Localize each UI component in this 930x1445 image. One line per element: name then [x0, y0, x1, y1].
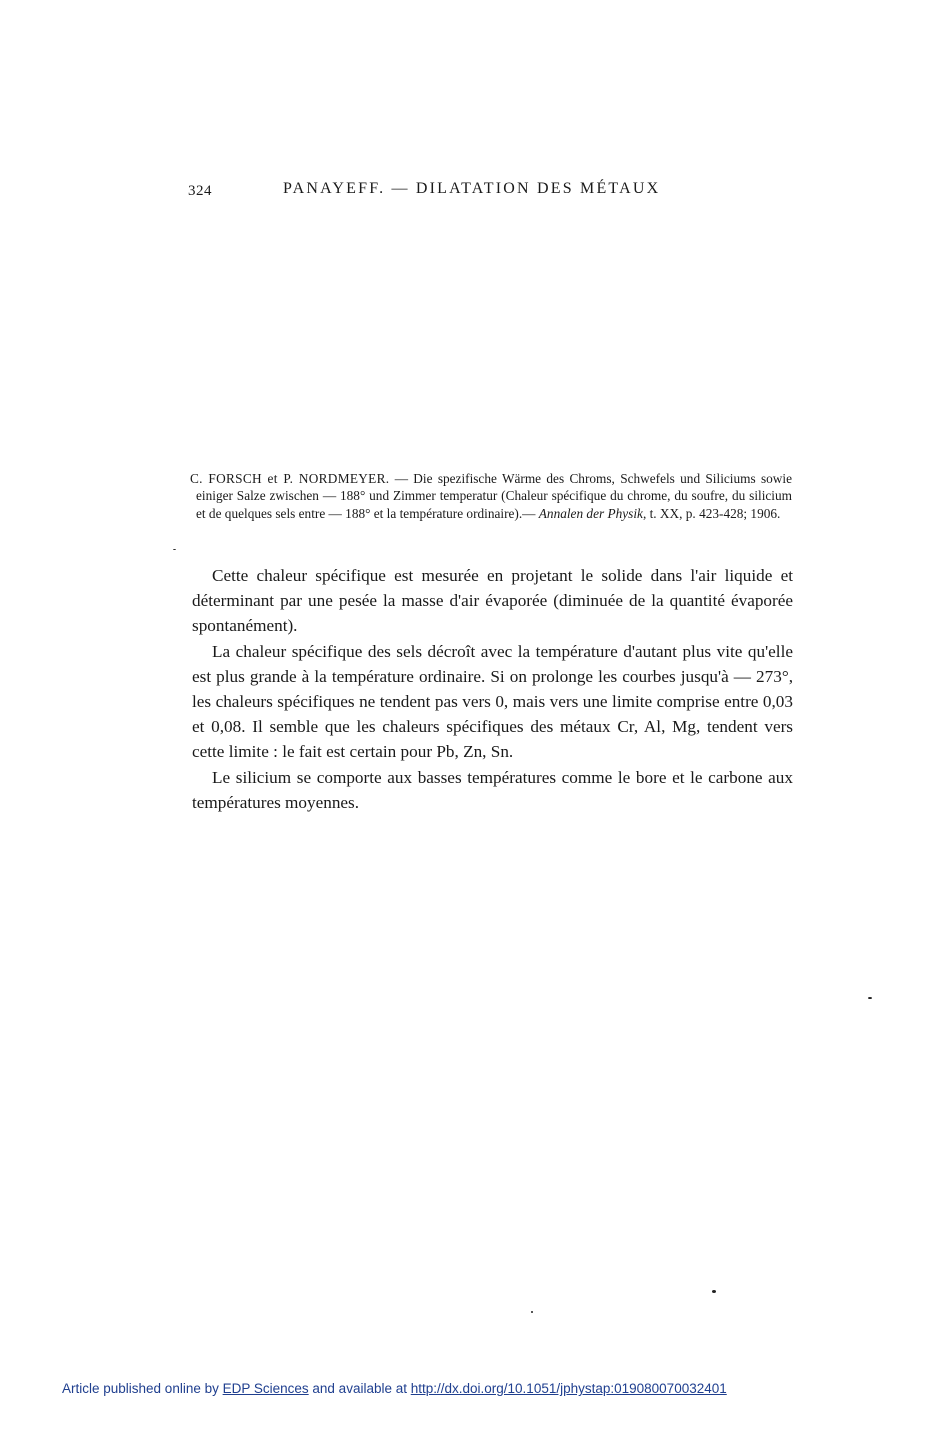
- scan-speck: [868, 997, 872, 999]
- publisher-link[interactable]: EDP Sciences: [222, 1381, 309, 1396]
- paragraph: Cette chaleur spécifique est mesurée en projetant le solide dans l'air liquide et déterminant par une pesée la masse d'air évaporée (diminuée de la quantité évaporée spontanément).: [192, 566, 793, 636]
- doi-link[interactable]: http://dx.doi.org/10.1051/jphystap:019080070032401: [410, 1381, 727, 1396]
- scan-speck: [531, 1311, 533, 1313]
- reference-citation: , t. XX, p. 423-428; 1906.: [642, 505, 781, 521]
- footer-note: [62, 1381, 727, 1396]
- reference-authors: C. FORSCH et P. NORDMEYER.: [190, 471, 390, 486]
- reference-title: — Die spezifische Wärme des Chroms, Schwefels und Siliciums sowie einiger Salze zwischen — 188° und Zimmer temperatur (Chaleur spécifique du chrome, du soufre, du silicium et de quelques sels entre — 188° et la température ordinaire).—: [196, 471, 792, 521]
- page-number: 324: [188, 183, 212, 199]
- scan-speck: [712, 1290, 716, 1293]
- scan-speck: [173, 549, 176, 550]
- footer-prefix: Article published online by: [62, 1381, 223, 1396]
- paragraph: Le silicium se comporte aux basses températures comme le bore et le carbone aux températures moyennes.: [192, 767, 793, 812]
- running-header: PANAYEFF. — DILATATION DES MÉTAUX: [283, 180, 661, 197]
- paragraph: La chaleur spécifique des sels décroît avec la température d'autant plus vite qu'elle est plus grande à la température ordinaire. Si on prolonge les courbes jusqu'à — 273°, les chaleurs spécifiques ne tendent pas vers 0, mais vers une limite comprise entre 0,03 et 0,08. Il semble que les chaleurs spécifiques des métaux Cr, Al, Mg, tendent vers cette limite : le fait est certain pour Pb, Zn, Sn.: [192, 641, 793, 762]
- reference-entry: [190, 470, 792, 522]
- reference-text: [190, 470, 792, 522]
- body-text: [192, 563, 793, 815]
- reference-journal: Annalen der Physik: [538, 505, 643, 521]
- footer-middle: and available at: [308, 1381, 411, 1396]
